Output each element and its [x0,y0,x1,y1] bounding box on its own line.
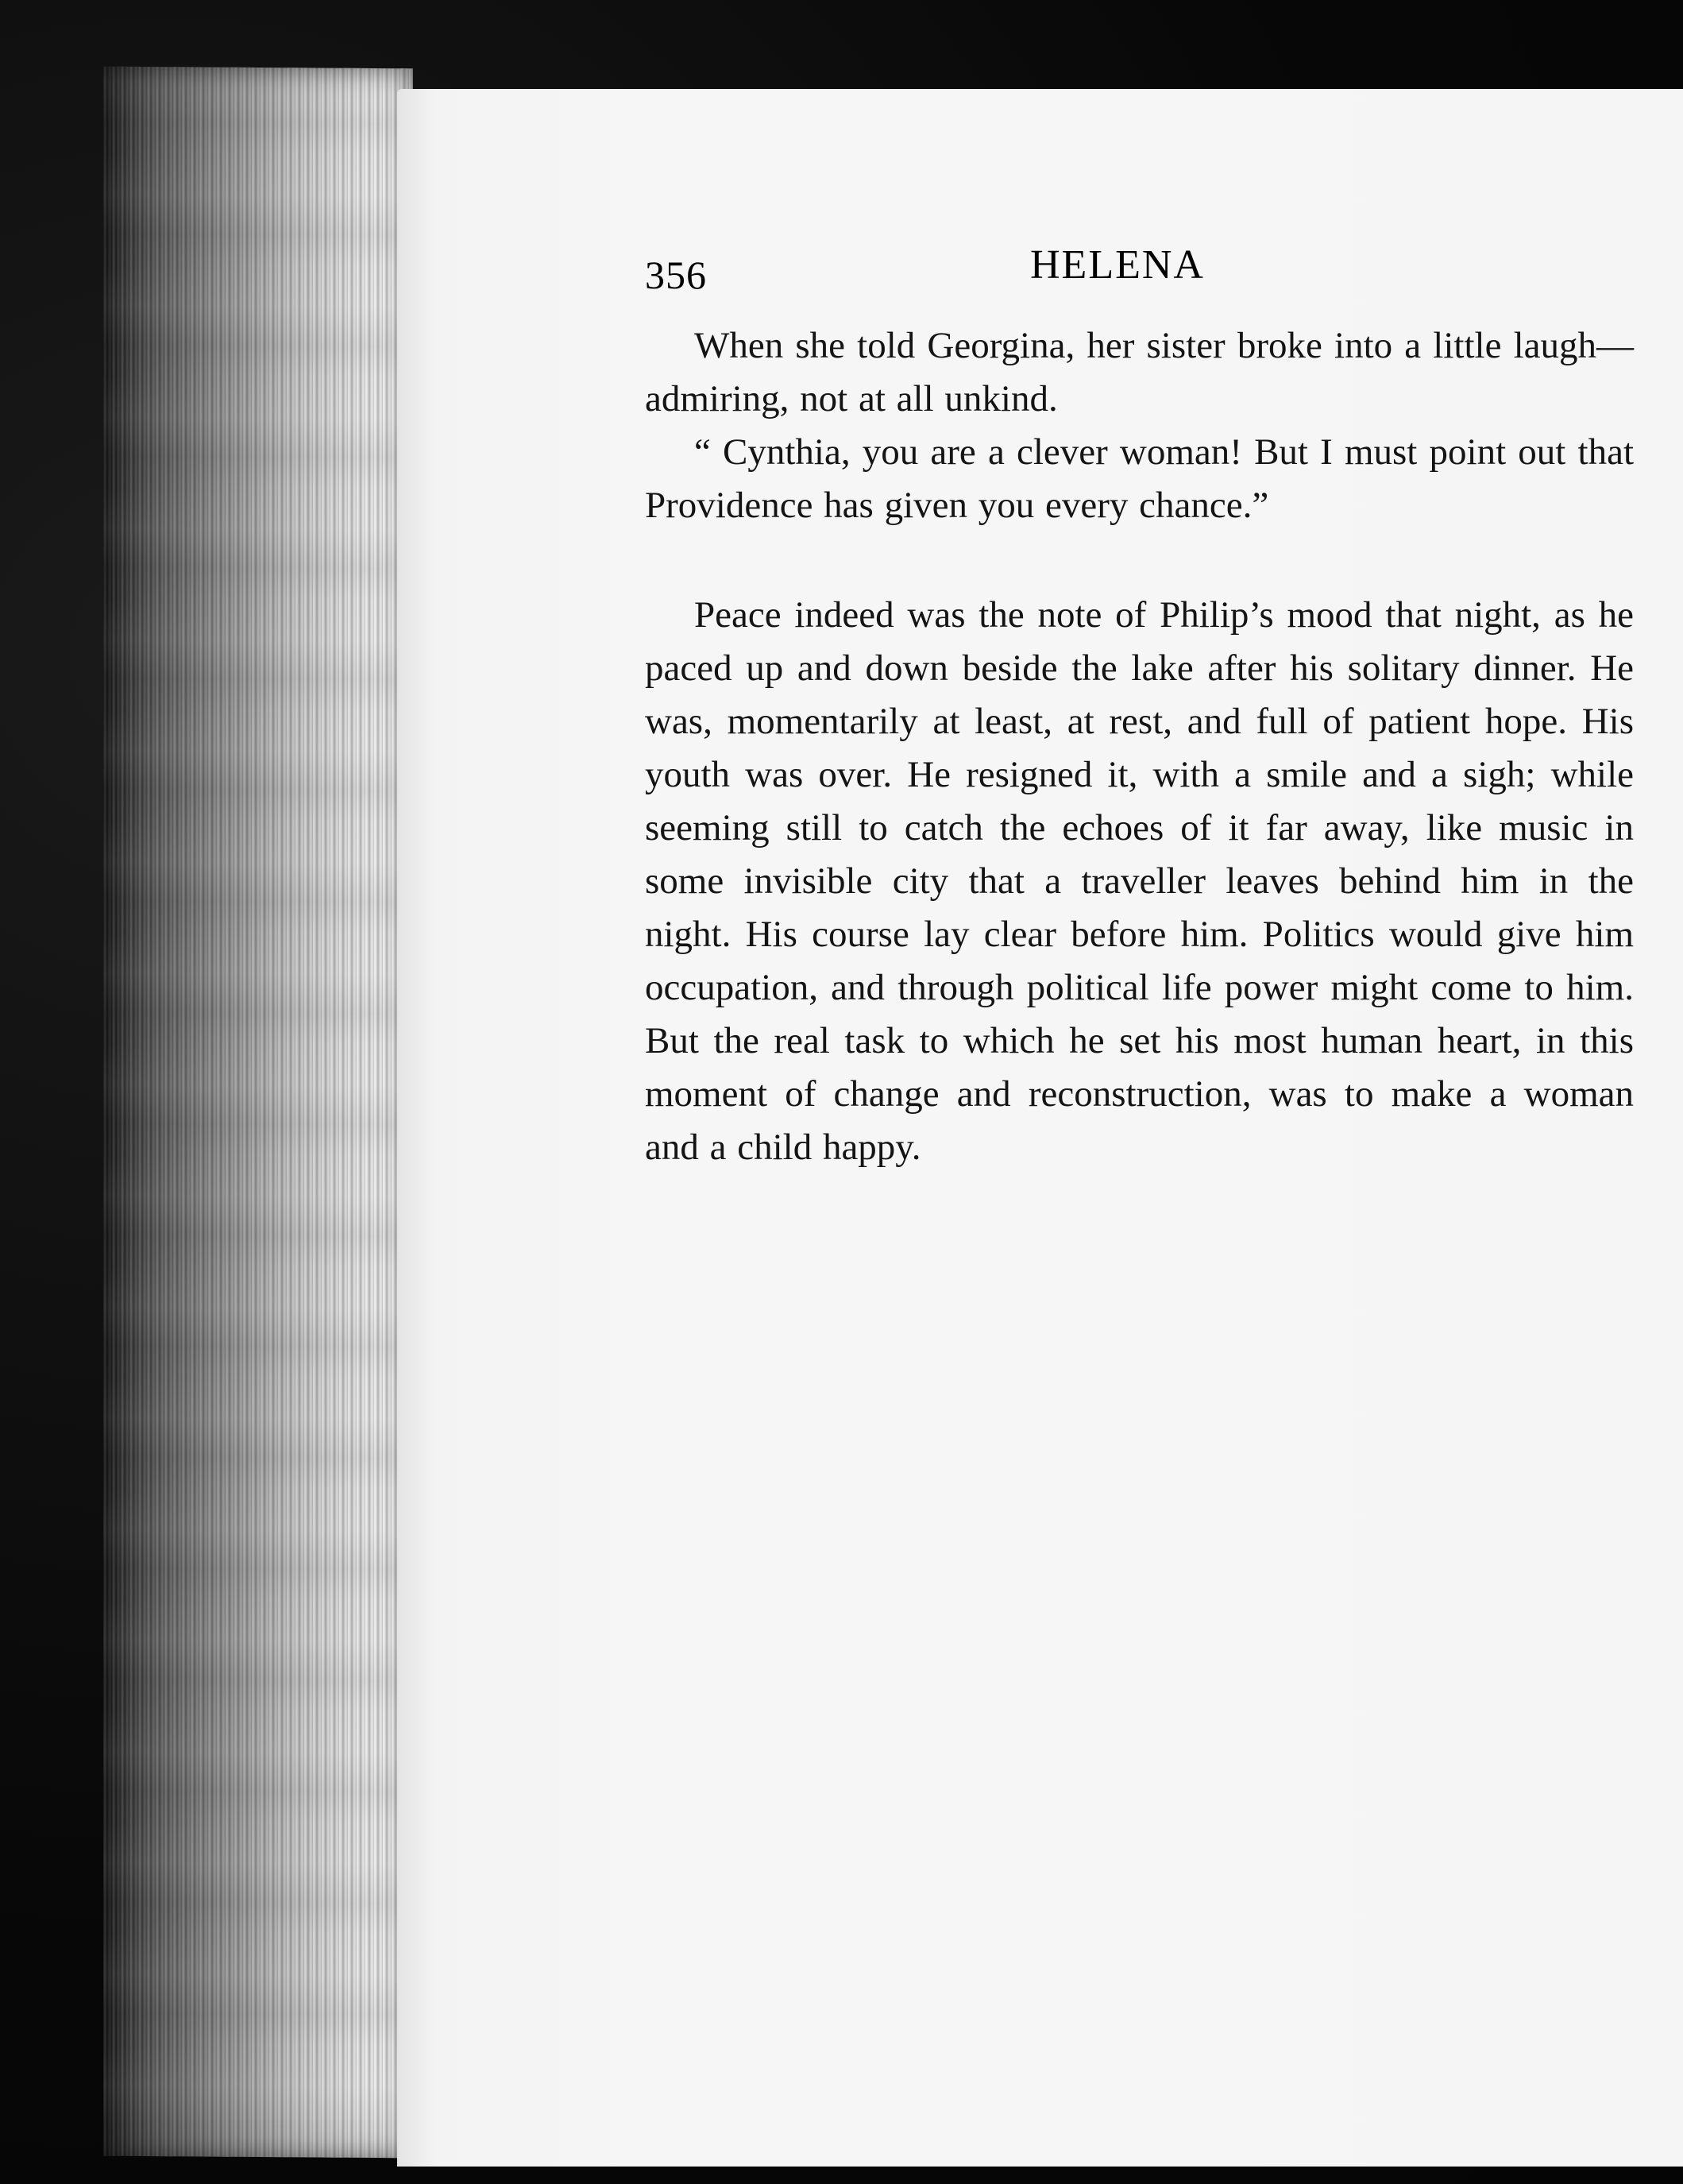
paragraph-1: When she told Georgina, her sister broke into a little laugh—admiring, not at all unkind. [645,325,1634,419]
section-break [645,532,1634,589]
paragraph-3: Peace indeed was the note of Philip’s mood that night, as he paced up and down beside the lake after his solitary dinner. He was, momentarily at least, at rest, and full of patient hope. His youth was over. He resigned it, with a smile and a sigh; while seeming still to catch the echoes of it far away, like music in some invisible city that a traveller leaves behind him in the night. His course lay clear before him. Politics would give him occupation, and through political life power might come to him. But the real task to which he set his most human heart, in this moment of change and reconstruction, was to make a woman and a child happy. [645,594,1634,1168]
book-page-edges [103,67,413,2159]
body-text [645,319,1634,1174]
page-number: 356 [645,253,707,297]
running-title: HELENA [1030,242,1205,288]
paragraph-2: “ Cynthia, you are a clever woman! But I must point out that Providence has given you every chance.” [645,431,1634,526]
book-page [397,89,1683,2167]
